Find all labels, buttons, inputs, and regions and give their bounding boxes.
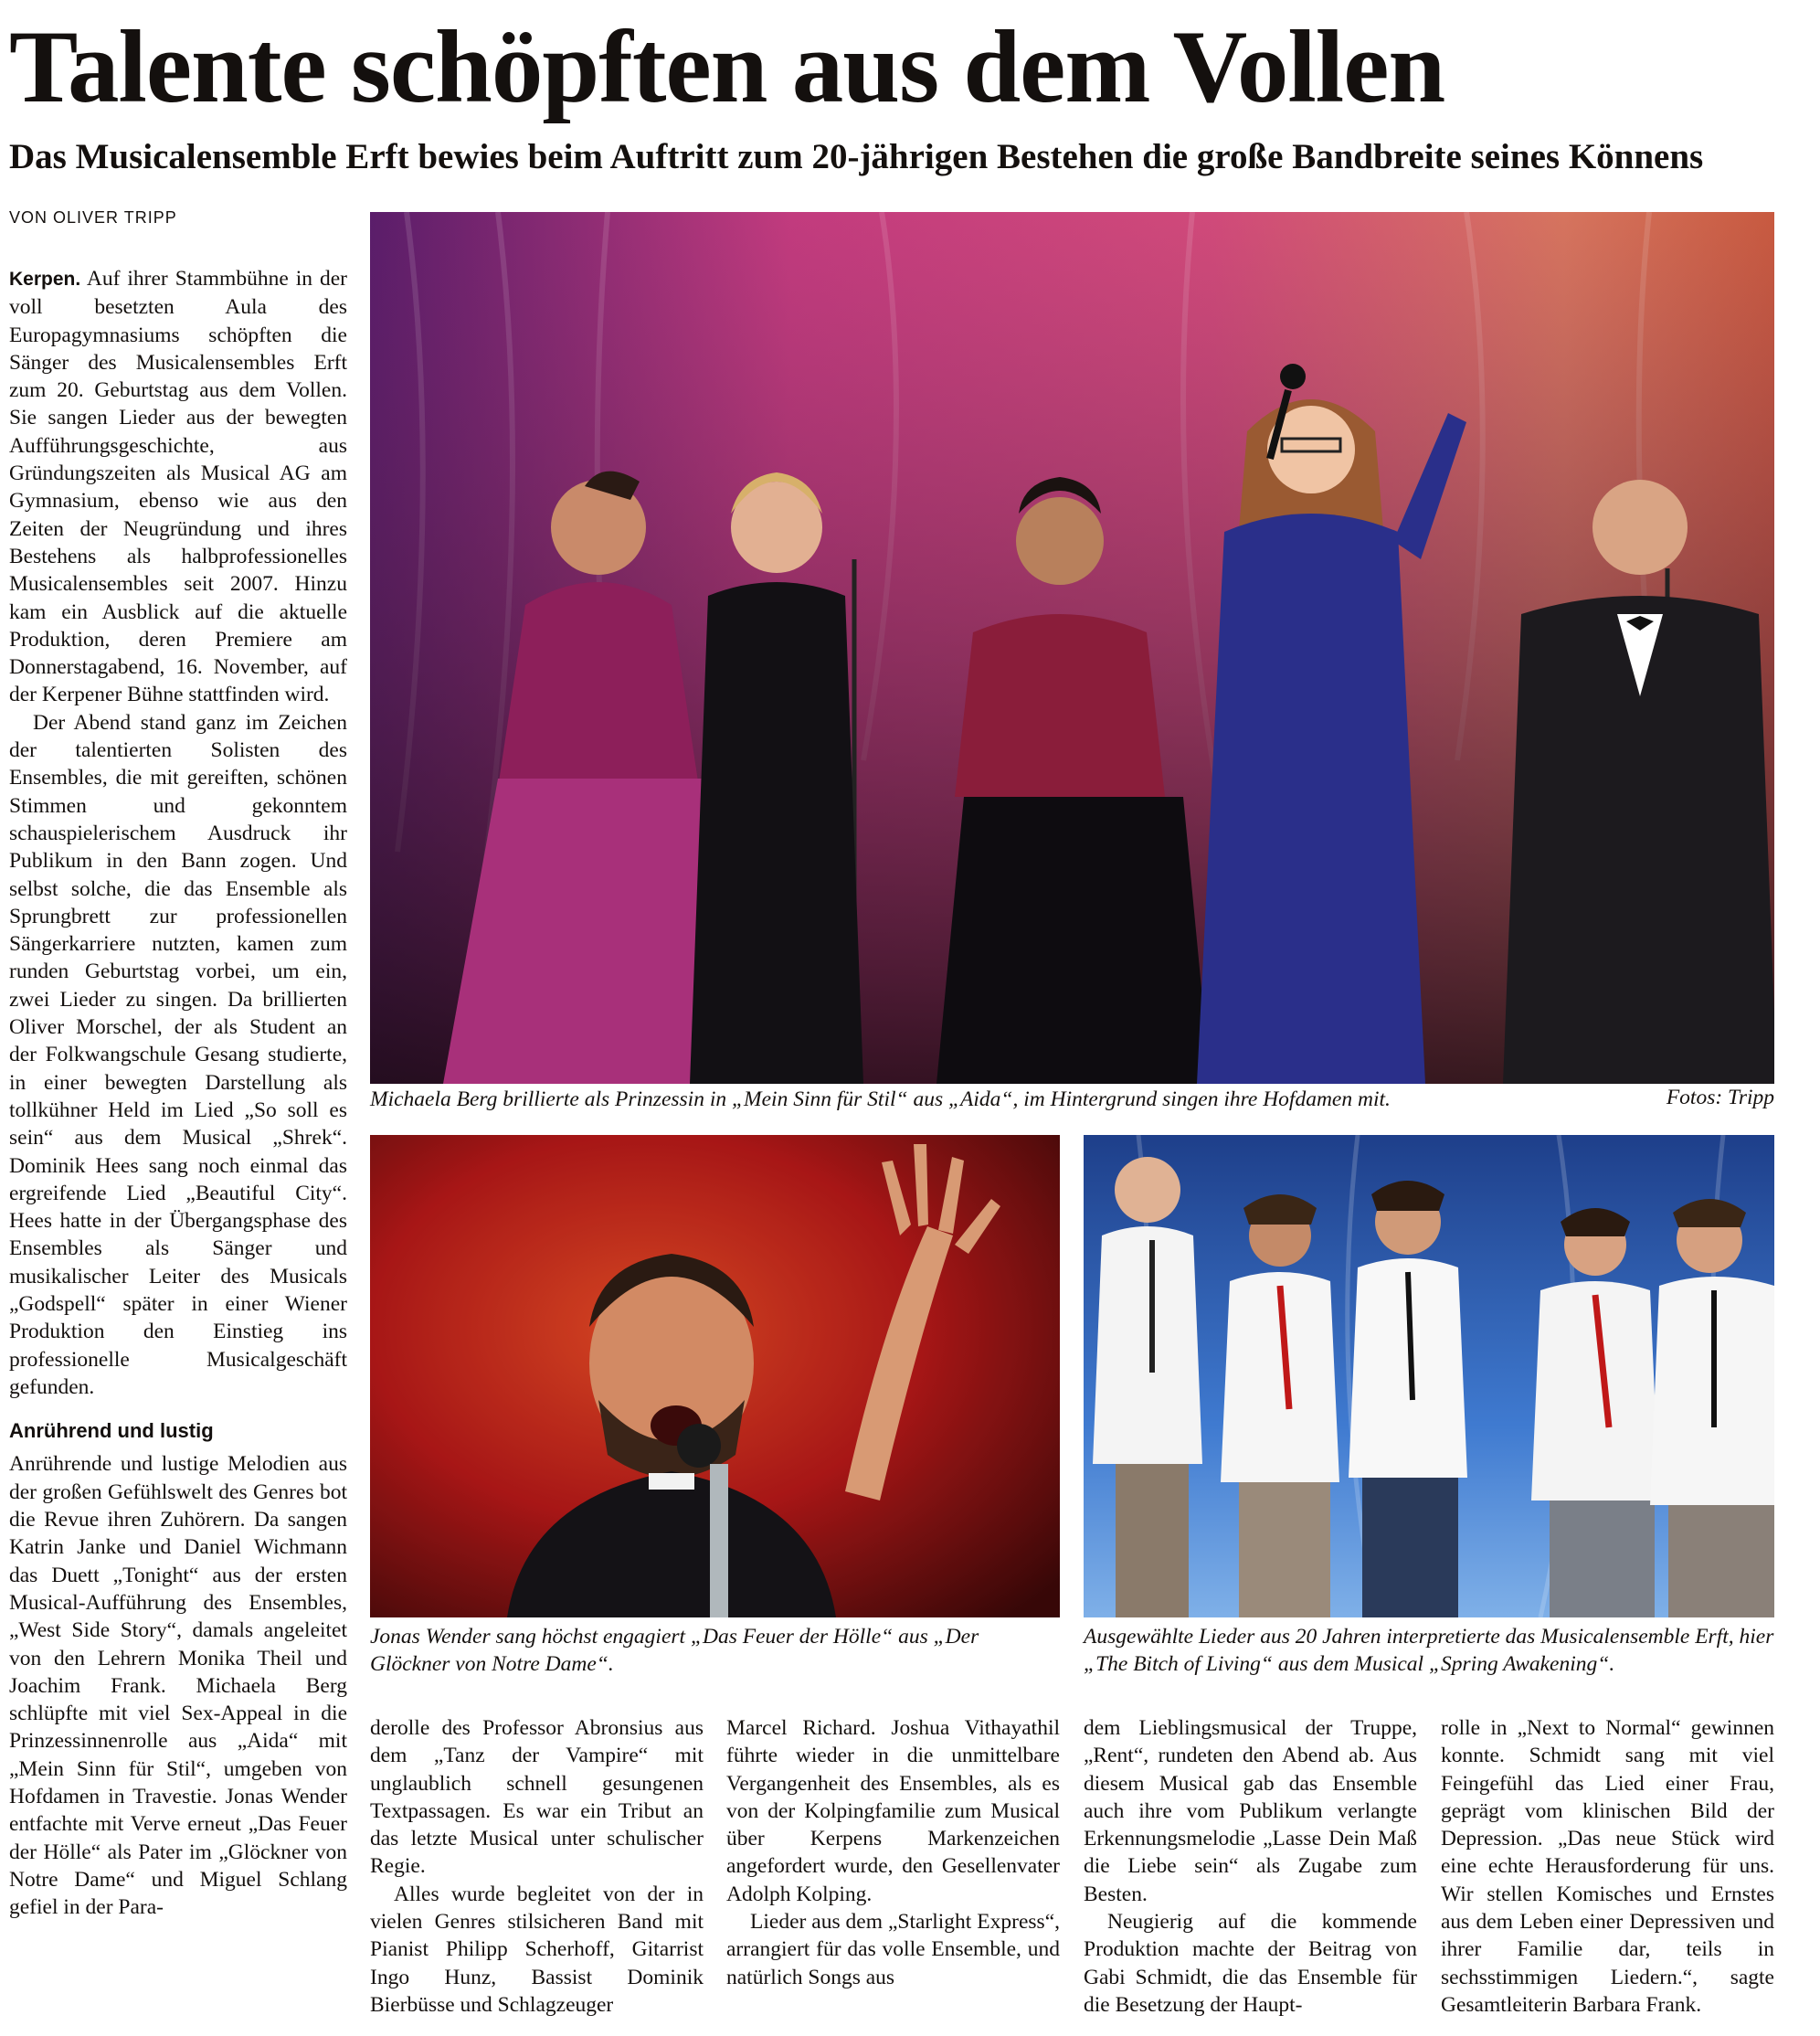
- photo-credit: Fotos: Tripp: [1666, 1086, 1774, 1109]
- photo-jonas-wender-image: [370, 1135, 1060, 1617]
- photo-spring-awakening-image: [1084, 1135, 1774, 1617]
- photo-jonas-wender-caption: Jonas Wender sang höchst engagiert „Das Feuer der Hölle“ aus „Der Glöckner von Notre Dame“.: [370, 1625, 979, 1676]
- paragraph-3: Anrührende und lustige Melodien aus der großen Gefühlswelt des Genres bot die Revue ihren Zuhörern. Da sangen Katrin Janke und Daniel Wichmann das Duett „Tonight“ aus der ersten Musical-Aufführung des Ensembles, „West Side Story“, damals angeleitet von den Lehrern Monika Theil und Joachim Frank. Michaela Berg schlüpfte mit viel Sex-Appeal in die Prinzessinnenrolle aus „Aida“ mit „Mein Sinn für Stil“, umgeben von Hofdamen in Travestie. Jonas Wender entfachte mit Verve erneut „Das Feuer der Hölle“ als Pater im „Glöckner von Notre Dame“ und Miguel Schlang gefiel in der Para-: [9, 1452, 347, 1920]
- subheadline: Das Musicalensemble Erft bewies beim Auftritt zum 20-jährigen Bestehen die große Bandbreite seines Könnens: [9, 137, 1704, 176]
- dateline: Kerpen.: [9, 269, 81, 290]
- byline: VON OLIVER TRIPP: [9, 208, 177, 227]
- headline: Talente schöpften aus dem Vollen: [9, 10, 1445, 124]
- paragraph-2: Der Abend stand ganz im Zeichen der talentierten Solisten des Ensembles, die mit gereiften, schönen Stimmen und gekonntem schauspielerischem Ausdruck ihr Publikum in den Bann zogen. Und selbst solche, die das Ensemble als Sprungbrett zur professionellen Sängerkarriere nutzten, kamen zum runden Geburtstag vorbei, um ein, zwei Lieder zu singen. Da brillierten Oliver Morschel, der als Student an der Folkwangschule Gesang studierte, in einer bewegten Darstellung als tollkühner Held im Lied „So soll es sein“ aus dem Musical „Shrek“. Dominik Hees sang noch einmal das ergreifende Lied „Beautiful City“. Hees hatte in der Übergangsphase des Ensembles als Sänger und musikalischer Leiter des Musicals „Godspell“ später in einer Wiener Produktion den Einstieg ins professionelle Musicalgeschäft gefunden.: [9, 710, 347, 1399]
- photo-spring-awakening: [1084, 1135, 1774, 1617]
- article-column-4: [1084, 1714, 1417, 2019]
- paragraph-col2-2: Alles wurde begleitet von der in vielen Genres stilsicheren Band mit Pianist Philipp Scherhoff, Gitarrist Ingo Hunz, Bassist Dominik Bierbüsse und Schlagzeuger: [370, 1882, 704, 2017]
- main-photo: [370, 212, 1774, 1084]
- paragraph-col3-1: Marcel Richard. Joshua Vithayathil führte wieder in die unmittelbare Vergangenheit des Ensembles, als es von der Kolpingfamilie zum Musical über Kerpens Markenzeichen angefordert wurde, den Gesellenvater Adolph Kolping.: [726, 1716, 1060, 1906]
- paragraph-col4-2: Neugierig auf die kommende Produktion machte der Beitrag von Gabi Schmidt, die das Ensemble für die Besetzung der Haupt-: [1084, 1910, 1417, 2017]
- paragraph-col3-2: Lieder aus dem „Starlight Express“, arrangiert für das volle Ensemble, und natürlich Songs aus: [726, 1910, 1060, 1989]
- article-column-3: [726, 1714, 1060, 1991]
- article-column-1: [9, 265, 347, 1922]
- article-column-5: [1441, 1714, 1774, 2019]
- paragraph-col2-1: derolle des Professor Abronsius aus dem „Tanz der Vampire“ mit unglaublich schnell gesungenen Textpassagen. Es war ein Tribut an das letzte Musical unter schulischer Regie.: [370, 1716, 704, 1879]
- article-column-2: [370, 1714, 704, 2019]
- paragraph-col5-1: rolle in „Next to Normal“ gewinnen konnte. Schmidt sang mit viel Feingefühl das Lied einer Frau, geprägt vom klinischen Bild der Depression. „Das neue Stück wird eine echte Herausforderung für uns. Wir stellen Komisches und Ernstes aus dem Leben einer Depressiven und ihrer Familie dar, teils in sechsstimmigen Liedern.“, sagte Gesamtleiterin Barbara Frank.: [1441, 1716, 1774, 2017]
- main-photo-image: [370, 212, 1774, 1084]
- photo-jonas-wender: [370, 1135, 1060, 1617]
- paragraph-1: Auf ihrer Stammbühne in der voll besetzten Aula des Europagymnasiums schöpften die Sänger des Musicalensembles Erft zum 20. Geburtstag aus dem Vollen. Sie sangen Lieder aus der bewegten Aufführungsgeschichte, aus Gründungszeiten als Musical AG am Gymnasium, ebenso wie aus den Zeiten der Neugründung und ihres Bestehens als halbprofessionelles Musicalensembles seit 2007. Hinzu kam ein Ausblick auf die aktuelle Produktion, deren Premiere am Donnerstagabend, 16. November, auf der Kerpener Bühne stattfinden wird.: [9, 267, 347, 707]
- main-photo-caption: Michaela Berg brillierte als Prinzessin in „Mein Sinn für Stil“ aus „Aida“, im Hintergrund singen ihre Hofdamen mit.: [370, 1087, 1391, 1111]
- section-subtitle: Anrührend und lustig: [9, 1419, 214, 1443]
- paragraph-col4-1: dem Lieblingsmusical der Truppe, „Rent“, rundeten den Abend ab. Aus diesem Musical gab das Ensemble auch ihre vom Publikum verlangte Erkennungsmelodie „Lasse Dein Maß die Liebe sein“ als Zugabe zum Besten.: [1084, 1716, 1417, 1906]
- photo-spring-awakening-caption: Ausgewählte Lieder aus 20 Jahren interpretierte das Musicalensemble Erft, hier „The Bitch of Living“ aus dem Musical „Spring Awakening“.: [1084, 1625, 1774, 1676]
